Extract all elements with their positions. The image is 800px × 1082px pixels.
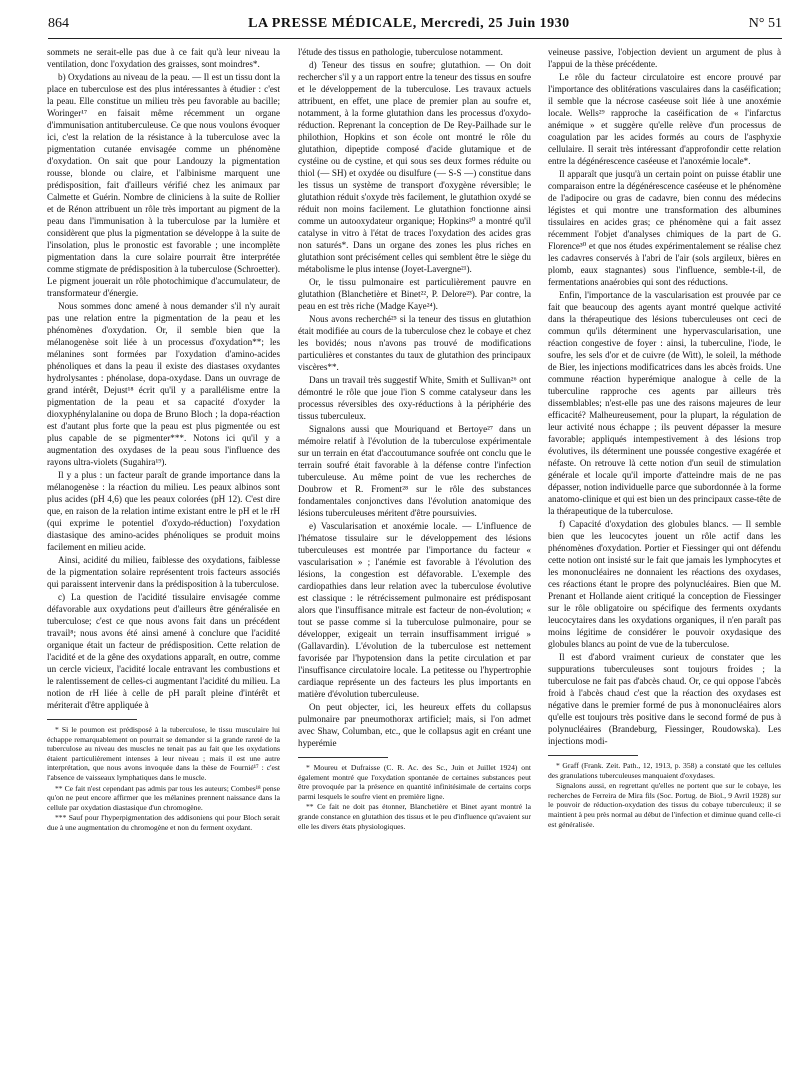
- column-2: [298, 46, 531, 832]
- column-1: [47, 46, 280, 834]
- paragraph: veineuse passive, l'objection devient un argument de plus à l'appui de la thèse précédente.: [548, 47, 781, 69]
- paragraph: Nous sommes donc amené à nous demander s'il n'y aurait pas une relation entre la pigmentation de la peau et les phénomènes d'oxydation. Or, il semble bien que la mélanogenèse soit liée à un processus d'oxydation**; les mélanines sont formées par l'oxydation d'amino-acides phénoliques et dans la peau il existe des diastases oxydantes hydrolysantes : phénolase, dopa-oxydase. Dans un ouvrage de grand intérêt, Dejust¹⁸ écrit qu'il y a parallélisme entre la pigmentation de la peau et sa capacité d'oxyder la dioxyphénylalanine ou dopa de Bruno Bloch ; la dopa-réaction est d'autant plus forte que la peau est plus pigmentée ou est plus capable de se pigmenter***. Notons ici qu'il y a augmentation des oxydases de la peau sous l'influence des rayons ultra-violets (Sugahira¹⁹).: [47, 301, 280, 467]
- paragraph: Il y a plus : un facteur paraît de grande importance dans la mélanogenèse : la réaction du milieu. Les peaux albinos sont plus acides (pH 4,6) que les peaux colorées (pH 12). C'est dire que, en raison de la relation intime existant entre le pH et le rH (qui exprime le potentiel d'oxydo-réduction) l'oxydation diastasique des amino-acides phénoliques se produit moins facilement en milieu acide.: [47, 470, 280, 552]
- issue-number: N° 51: [748, 16, 782, 31]
- paragraph: Il est d'abord vraiment curieux de constater que les suppurations tuberculeuses sont toujours froides ; la tuberculose ne fait pas d'abcès chaud. Or, ce qui oppose l'abcès froid à l'abcès chaud c'est que la réaction des oxydases est négative dans le premier formé de pus à mononucléaires alors qu'elle est toujours très positive dans le second formé de pus à polynucléaires (Brandeburg, Fiessinger, Roudowska). Les injections modi-: [548, 652, 781, 746]
- footnotes: [548, 761, 781, 829]
- footnote-divider: [548, 755, 638, 756]
- footnote: * Graff (Frank. Zeit. Path., 12, 1913, p. 358) a constaté que les cellules des granulations tuberculeuses manquaient d'oxydases.: [548, 761, 781, 780]
- paragraph: b) Oxydations au niveau de la peau. — Il est un tissu dont la place en tuberculose est des plus intéressantes à étudier : c'est la peau. Elle constitue un milieu très peu favorable au bacille; Woringer¹⁷ en faisait même récemment un organe d'immunisation antituberculeuse. Ce que nous voulons évoquer ici, c'est la relation de la résistance à la tuberculose avec la pigmentation cutanée envisagée comme un phénomène d'oxydation. On sait que pour Landouzy la pigmentation rousse, blonde ou claire, et l'albinisme marquent une prédisposition, fait d'ailleurs vérifié chez les animaux par Calmette et Guérin. Nombre de cliniciens à la suite de Rollier et de Rénon attribuent un rôle très important au pigment de la peau dans l'immunisation à la tuberculose par la lumière et considèrent que plus la pigmentation se développe à la suite de l'insolation, plus le pronostic est favorable ; une incomplète pigmentation dans la cure solaire pourrait être interprétée comme stigmate de prédisposition à la tuberculose (Schroetter). Le pigment jouerait un rôle photochimique d'accumulateur, de transformateur d'énergie.: [47, 72, 280, 298]
- footnote: * Moureu et Dufraisse (C. R. Ac. des Sc., Juin et Juillet 1924) ont également montré que l'oxydation spontanée de certaines substances peut être provoquée par la présence en quantité infinitésimale de certains corps parmi lesquels le soufre vient en première ligne.: [298, 763, 531, 801]
- paragraph: Dans un travail très suggestif White, Smith et Sullivan²⁶ ont démontré le rôle que joue l'ion S comme catalyseur dans les processus réversibles des oxy-réductions à la périphérie des tissus tuberculeux.: [298, 375, 531, 421]
- footnote: * Si le poumon est prédisposé à la tuberculose, le tissu musculaire lui échappe remarquablement on pourrait se demander si la grande rareté de la tuberculose au niveau des muscles ne tenait pas au fait que les oxydations étaient particulièrement intenses à leur niveau ; mais il est une autre interprétation, que nous avons invoquée dans la thèse de Fournié¹⁷ : c'est l'absence de vaisseaux lymphatiques dans le muscle.: [47, 725, 280, 782]
- page-number: 864: [48, 16, 69, 31]
- paragraph: Enfin, l'importance de la vascularisation est prouvée par ce fait que beaucoup des agents ayant montré quelque activité dans la thérapeutique des lésions tuberculeuses ont ceci de commun qu'ils déterminent une hypervascularisation, une réaction congestive de foyer : ainsi, la tuberculine, l'iode, le soufre, les sels d'or et de cuivre (de Witt), le soleil, la méthode de Bier, les injections modificatrices dans les abcès froids. Une commune réaction hyperémique analogue à celle de la tuberculine rapproche ces agents par ailleurs très dissemblables; n'est-elle pas une des raisons majeures de leur efficacité? Malheureusement, pour la plupart, la régulation de leur activité nous échappe ; ils peuvent dépasser la mesure favorable; appliqués intempestivement à des lésions trop évolutives, ils déterminent une poussée congestive exagérée et néfaste. On retrouve là cette notion d'un seuil de stimulation générale et locale qu'il importe d'atteindre mais de ne pas dépasser, notion individuelle parce que subordonnée à la forme anatomo-clinique et qui est bien un des principaux casse-tête de la thérapeutique de la tuberculose.: [548, 290, 781, 516]
- footnote: Signalons aussi, en regrettant qu'elles ne portent que sur le cobaye, les recherches de Ferreira de Mira fils (Soc. Portug. de Biol., 9 Avril 1928) sur le pouvoir de réduction-oxydation des tissus du cobaye tuberculeux; il se maintient à peu près normal au début de l'infection et diminue quand celle-ci est généralisée.: [548, 781, 781, 829]
- paragraph: On peut objecter, ici, les heureux effets du collapsus pulmonaire par pneumothorax artificiel; mais, si l'on admet avec Shaw, Columban, etc., que le collapsus agit en créant une hyperémie: [298, 702, 531, 748]
- paragraph: l'étude des tissus en pathologie, tuberculose notamment.: [298, 47, 503, 57]
- paragraph: Il apparaît que jusqu'à un certain point on puisse établir une comparaison entre la dégénérescence caséeuse et le phénomène de l'adipocire ou gras de cadavre, bien connu des médecins légistes et qui montre une transformation des albumines tissulaires en acides gras; ce phénomène qui a fait assez récemment l'objet d'analyses chimiques de la part de G. Florence³⁰ et que nos études expérimentalement se réalise chez les cadavres conservés à l'abri de l'air (sols argileux, bières en plomb, eaux stagnantes) sous l'influence, semble-t-il, de fermentations anaérobies qui sont des réductions.: [548, 169, 781, 287]
- paragraph: Ainsi, acidité du milieu, faiblesse des oxydations, faiblesse de la pigmentation solaire représentent trois facteurs associés qui paraissent intervenir dans la prédisposition à la tuberculose.: [47, 555, 280, 589]
- paragraph: Signalons aussi que Mouriquand et Bertoye²⁷ dans un mémoire relatif à l'évolution de la tuberculose expérimentale sur un terrain en état d'accoutumance soufrée ont conclu que le terrain soufré était favorable à la défense contre l'infection tuberculeuse. Au même point de vue les recherches de Doubrow et R. Froment²⁸ sur le rôle des substances fondamentales conjonctives dans l'évolution anatomique des lésions tuberculeuses méritent d'être poursuivies.: [298, 424, 531, 518]
- footnotes: [47, 725, 280, 833]
- journal-title: LA PRESSE MÉDICALE, Mercredi, 25 Juin 1930: [248, 16, 570, 31]
- footnote-divider: [298, 757, 388, 758]
- footnote-divider: [47, 719, 137, 720]
- paragraph: e) Vascularisation et anoxémie locale. — L'influence de l'hématose tissulaire sur le développement des lésions tuberculeuses est montrée par l'importance du facteur « vascularisation » ; l'anémie est favorable à l'évolution des lésions, la congestion est défavorable. L'exemple des cardiopathies dans leur relation avec la tuberculose évolutive est classique : le rétrécissement pulmonaire est prédisposant alors que l'insuffisance mitrale est facteur de non-évolution; « tout se passe comme si la tuberculose pulmonaire, pour se développer, exigeait un terrain insuffisamment irrigué » (Gallavardin). L'évolution de la tuberculose est nettement favorisée par l'hypotension dans la petite circulation et par l'insuffisance circulatoire locale. La petitesse ou l'hypertrophie cardiaque représente un des facteurs les plus importants en matière d'évolution tuberculeuse.: [298, 521, 531, 699]
- column-3: [548, 46, 781, 830]
- footnotes: [298, 763, 531, 831]
- paragraph: d) Teneur des tissus en soufre; glutathion. — On doit rechercher s'il y a un rapport entre la teneur des tissus en soufre et le développement de la tuberculose. Les travaux actuels attribuent, en effet, une place de premier plan au soufre et, notamment, à la forme glutathion dans les processus d'oxydo-réduction. Reprenant la conception de De Rey-Pailhade sur le philothion, Hopkins et son école ont montré le rôle du glutathion, dipeptide composé d'acide glutamique et de cystéine ou de cystine, et qui sous ses deux formes réduite ou thiol (— SH) et oxydée ou disulfure (— S-S —) constitue dans les tissus un système de transport d'oxygène réversible; le glutathion réduit s'oxyde très facilement, le glutathion oxydé se réduit non moins facilement. Le glutathion fonctionne ainsi comme un autooxydateur organique; Hopkins²⁰ a montré qu'il catalyse in vitro à l'état de traces l'oxydation des acides gras non saturés*. Dans un organe des zones les plus riches en glutathion sont précisément celles qui semblent être le siège du métabolisme le plus intense (Joyet-Lavergne²¹).: [298, 60, 531, 274]
- footnote: ** Ce fait ne doit pas étonner, Blanchetière et Binet ayant montré la grande constance en glutathion des tissus et le peu d'influence qu'avaient sur elle les divers états physiologiques.: [298, 802, 531, 831]
- footnote: *** Sauf pour l'hyperpigmentation des addisoniens qui pour Bloch serait due à une augmentation du chromogène et non du ferment oxydant.: [47, 813, 280, 832]
- paragraph: sommets ne serait-elle pas due à ce fait qu'à leur niveau la ventilation, donc l'oxydation des graisses, sont moindres*.: [47, 47, 280, 69]
- paragraph: c) La question de l'acidité tissulaire envisagée comme défavorable aux oxydations peut d'ailleurs être généralisée en tuberculose; c'est ce que nous avons fait dans un précédent travail⁸; nous avons été ainsi amené à conclure que l'acidité organique était un facteur de prédisposition. Cette relation de l'acidité et de la gêne des oxydations apparaît, en outre, comme un cercle vicieux, l'acidité locale entravant les combustions et le ralentissement de celles-ci augmentant l'acidité du milieu. La notion de rH liée à celle de pH paraît pleine d'intérêt et mériterait d'être appliquée à: [47, 592, 280, 710]
- page-header: [48, 16, 782, 39]
- paragraph: Or, le tissu pulmonaire est particulièrement pauvre en glutathion (Blanchetière et Binet²², P. Delore²³). Par contre, la peau en est très riche (Madge Kaye²⁴).: [298, 277, 531, 311]
- paragraph: Nous avons recherché²⁵ si la teneur des tissus en glutathion était modifiée au cours de la tuberculose chez le cobaye et chez les bovidés; nous n'avons pas trouvé de modifications particulières et constantes du taux de glutathion des principaux viscères**.: [298, 314, 531, 372]
- paragraph: Le rôle du facteur circulatoire est encore prouvé par l'importance des oblitérations vasculaires dans la caséification; il semble que la nécrose caséeuse soit liée à une anoxémie locale. Wells²⁹ rapproche la caséification de « l'infarctus anémique » et suggère qu'elle relève d'un processus de coagulation par les acides formés au cours de l'asphyxie cellulaire. Il serait très intéressant d'approfondir cette relation entre la dégénérescence caséeuse et l'anoxémie locale*.: [548, 72, 781, 166]
- paragraph: f) Capacité d'oxydation des globules blancs. — Il semble bien que les leucocytes jouent un rôle actif dans les phénomènes d'oxydation. Portier et Fiessinger qui ont défendu cette notion ont insisté sur le fait que jamais les lymphocytes et les mononucléaires ne donnaient les réactions des oxydases, ces réactions étant le propre des polynucléaires. Bien que M. Prenant et Hollande aient critiqué la conception de Fiessinger sur le rôle obligatoire ou spécifique des ferments oxydants leucocytaires dans les oxydations organiques, il n'en paraît pas moins légitime de considérer le pouvoir oxydasique des globules blancs au point de vue de la tuberculose.: [548, 519, 781, 649]
- footnote: ** Ce fait n'est cependant pas admis par tous les auteurs; Combes¹⁸ pense qu'on ne peut encore affirmer que les mélanines prennent naissance dans la cellule par oxydation diastasique d'un chromogène.: [47, 783, 280, 812]
